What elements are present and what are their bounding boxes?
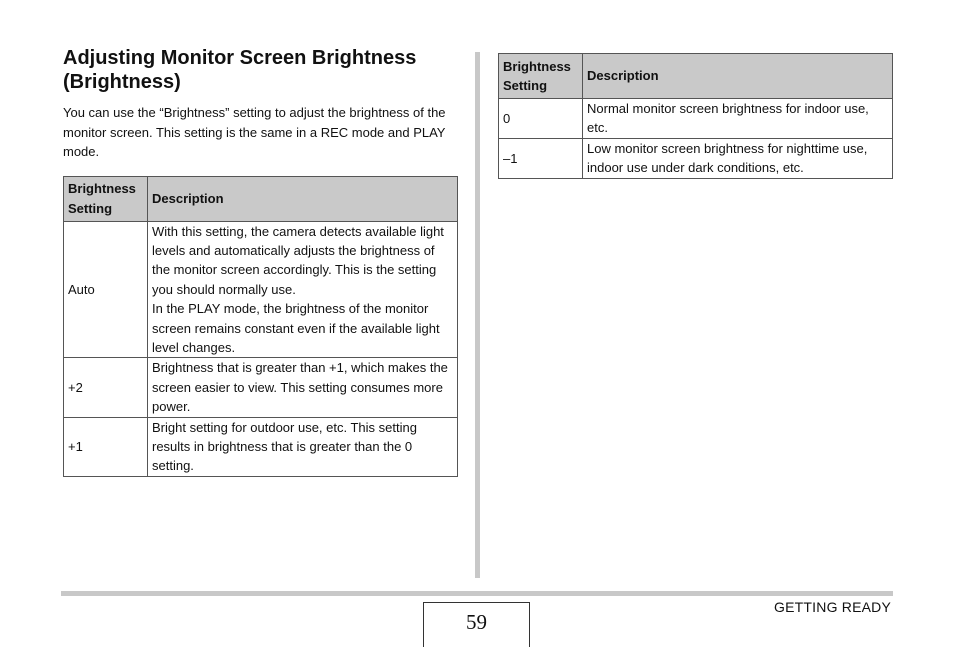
left-column <box>63 46 457 477</box>
footer-rule <box>61 591 893 596</box>
page-number: 59 <box>423 602 530 647</box>
setting-cell: 0 <box>499 99 583 139</box>
brightness-table-left <box>63 176 458 477</box>
table-header-row <box>64 176 458 221</box>
table-row <box>499 138 893 178</box>
title-line-1: Adjusting Monitor Screen Brightness <box>63 47 417 69</box>
table-header-row <box>499 54 893 99</box>
setting-cell: Auto <box>64 221 148 358</box>
page-title <box>63 46 457 94</box>
description-cell: Low monitor screen brightness for nighttime use, indoor use under dark conditions, etc. <box>583 138 893 178</box>
table-row <box>499 99 893 139</box>
header-description: Description <box>583 54 893 99</box>
title-line-2: (Brightness) <box>63 71 181 93</box>
header-setting: Brightness Setting <box>499 54 583 99</box>
setting-cell: +1 <box>64 417 148 476</box>
table-row <box>64 358 458 417</box>
header-setting: Brightness Setting <box>64 176 148 221</box>
intro-paragraph: You can use the “Brightness” setting to adjust the brightness of the monitor screen. This setting is the same in a REC mode and PLAY mode. <box>63 105 446 159</box>
header-description: Description <box>148 176 458 221</box>
column-divider <box>475 52 480 578</box>
table-row <box>64 417 458 476</box>
setting-cell: +2 <box>64 358 148 417</box>
description-cell: With this setting, the camera detects available light levels and automatically adjusts the brightness of the monitor screen accordingly. This is the setting you should normally use. In the PLAY mode, the brightness of the monitor screen remains constant even if the available light level changes. <box>148 221 458 358</box>
description-cell: Brightness that is greater than +1, which makes the screen easier to view. This setting consumes more power. <box>148 358 458 417</box>
brightness-table-right <box>498 53 893 179</box>
description-cell: Normal monitor screen brightness for indoor use, etc. <box>583 99 893 139</box>
section-label: GETTING READY <box>774 599 891 615</box>
description-cell: Bright setting for outdoor use, etc. This setting results in brightness that is greater than the 0 setting. <box>148 417 458 476</box>
setting-cell: –1 <box>499 138 583 178</box>
table-row <box>64 221 458 358</box>
